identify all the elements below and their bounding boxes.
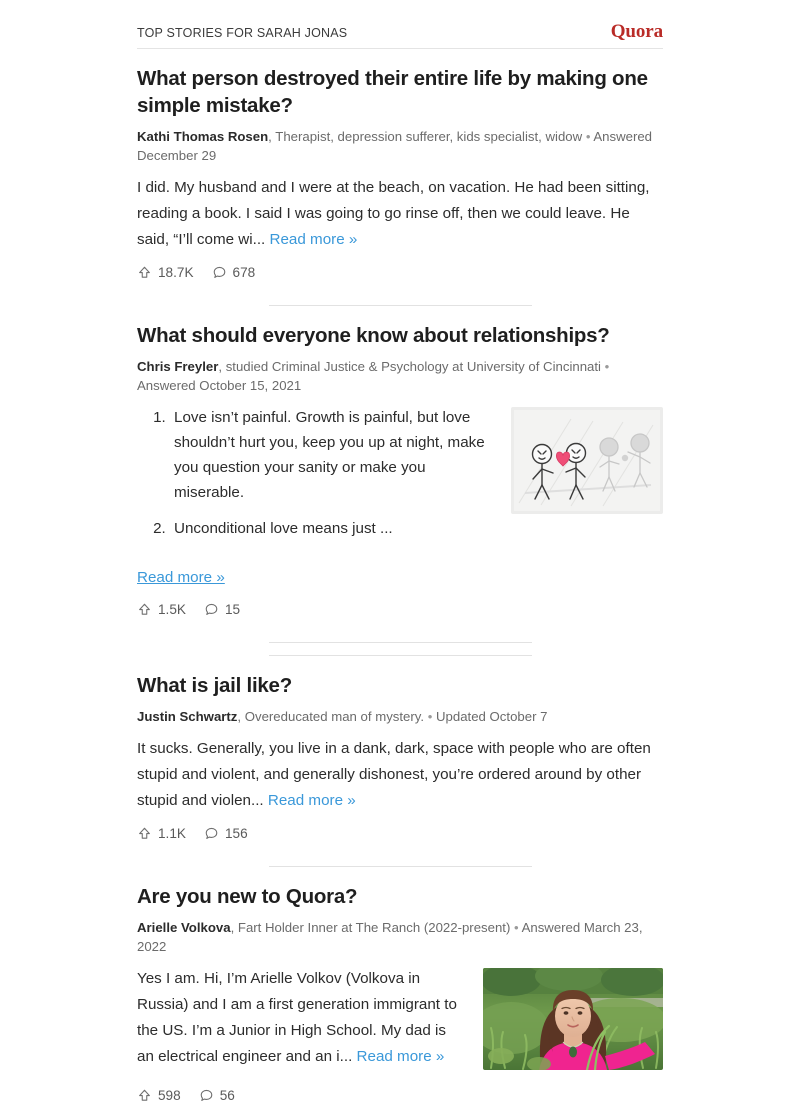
comment-stat[interactable] bbox=[199, 1088, 235, 1103]
upvote-count: 18.7K bbox=[158, 264, 194, 280]
story-byline bbox=[137, 708, 663, 727]
upvote-count: 598 bbox=[158, 1087, 181, 1103]
read-more-link[interactable]: Read more » bbox=[356, 1048, 445, 1066]
digest-content bbox=[137, 0, 663, 1105]
answer-date: Answered March 23, 2022 bbox=[137, 920, 643, 954]
answer-date: Answered October 15, 2021 bbox=[137, 377, 302, 393]
story-card bbox=[137, 49, 663, 282]
list-item: 2. Unconditional love means just ... bbox=[170, 516, 663, 541]
read-more-link[interactable]: Read more » bbox=[267, 792, 356, 810]
byline-separator: • bbox=[514, 920, 519, 936]
story-title-link[interactable]: What is jail like? bbox=[137, 673, 292, 697]
read-more-link[interactable]: Read more » bbox=[269, 230, 358, 248]
comment-bubble-icon bbox=[212, 265, 227, 280]
author-credential: , Overeducated man of mystery. bbox=[237, 709, 425, 725]
quora-logo[interactable]: Quora bbox=[610, 21, 663, 42]
upvote-count: 1.5K bbox=[158, 601, 186, 617]
story-divider bbox=[269, 642, 532, 643]
comment-stat[interactable] bbox=[204, 602, 240, 617]
digest-title: TOP STORIES FOR SARAH JONAS bbox=[137, 26, 348, 40]
stick-figure-couple-with-heart-sketch bbox=[511, 407, 663, 514]
upvote-stat[interactable] bbox=[137, 1088, 181, 1103]
answer-date: Updated October 7 bbox=[436, 709, 548, 725]
author-name[interactable]: Arielle Volkova bbox=[137, 920, 231, 936]
story-title-link[interactable]: What person destroyed their entire life by making one simple mistake? bbox=[137, 67, 648, 118]
comment-stat[interactable] bbox=[212, 265, 256, 280]
story-card bbox=[137, 306, 663, 619]
story-excerpt bbox=[137, 175, 663, 253]
upvote-stat[interactable] bbox=[137, 265, 194, 280]
comment-bubble-icon bbox=[204, 826, 219, 841]
author-credential: , studied Criminal Justice & Psychology at University of Cincinnati bbox=[218, 359, 601, 375]
author-name[interactable]: Justin Schwartz bbox=[137, 709, 238, 725]
engagement-stats bbox=[137, 1088, 663, 1105]
byline-separator: • bbox=[585, 129, 591, 145]
author-name[interactable]: Kathi Thomas Rosen bbox=[137, 129, 269, 145]
author-credential: , Therapist, depression sufferer, kids specialist, widow bbox=[268, 129, 583, 145]
upvote-stat[interactable] bbox=[137, 602, 186, 617]
read-more-link[interactable]: Read more » bbox=[137, 568, 225, 586]
excerpt-text: Yes I am. Hi, I’m Arielle Volkov (Volkova in Russia) and I am a first generation immigrant to the US. I’m a Junior in High School. My dad is an electrical engineer and an i... bbox=[137, 969, 457, 1066]
comment-stat[interactable] bbox=[204, 826, 248, 841]
list-item: 1. Love isn’t painful. Growth is painful, but love shouldn’t hurt you, keep you up at night, make you question your sanity or make you miserable. bbox=[170, 405, 663, 506]
engagement-stats bbox=[137, 602, 663, 619]
comment-bubble-icon bbox=[199, 1088, 214, 1103]
excerpt-text: I did. My husband and I were at the beach, on vacation. He had been sitting, reading a book. I said I was going to go rinse off, then we could leave. He said, “I’ll come wi... bbox=[137, 178, 650, 248]
story-byline bbox=[137, 128, 663, 165]
byline-separator: • bbox=[427, 709, 433, 725]
upvote-arrow-icon bbox=[137, 265, 152, 280]
story-title-link[interactable]: Are you new to Quora? bbox=[137, 885, 358, 909]
story-thumbnail[interactable] bbox=[483, 968, 663, 1070]
excerpt-text: It sucks. Generally, you live in a dank, dark, space with people who are often stupid and violent, and generally dishonest, you’re ordered around by other stupid and violen... bbox=[137, 739, 651, 810]
upvote-arrow-icon bbox=[137, 602, 152, 617]
byline-separator: • bbox=[604, 359, 610, 375]
story-card bbox=[137, 867, 663, 1105]
comment-count: 56 bbox=[219, 1087, 235, 1103]
story-byline bbox=[137, 919, 663, 956]
woman-selfie-in-garden-photo bbox=[483, 968, 663, 1070]
upvote-arrow-icon bbox=[137, 1088, 152, 1103]
comment-count: 678 bbox=[232, 264, 256, 280]
upvote-count: 1.1K bbox=[158, 826, 186, 842]
comment-bubble-icon bbox=[204, 602, 219, 617]
story-byline bbox=[137, 358, 663, 395]
engagement-stats bbox=[137, 826, 663, 843]
story-thumbnail[interactable] bbox=[511, 407, 663, 514]
comment-count: 156 bbox=[224, 826, 248, 842]
story-title-link[interactable]: What should everyone know about relationships? bbox=[137, 323, 610, 347]
upvote-arrow-icon bbox=[137, 826, 152, 841]
author-name[interactable]: Chris Freyler bbox=[137, 359, 219, 375]
digest-masthead bbox=[137, 22, 663, 49]
answer-date: Answered December 29 bbox=[137, 129, 653, 163]
comment-count: 15 bbox=[224, 601, 241, 617]
author-credential: , Fart Holder Inner at The Ranch (2022-present) bbox=[230, 920, 511, 936]
story-excerpt bbox=[137, 736, 663, 814]
engagement-stats bbox=[137, 265, 663, 282]
story-card bbox=[137, 656, 663, 843]
upvote-stat[interactable] bbox=[137, 826, 186, 841]
